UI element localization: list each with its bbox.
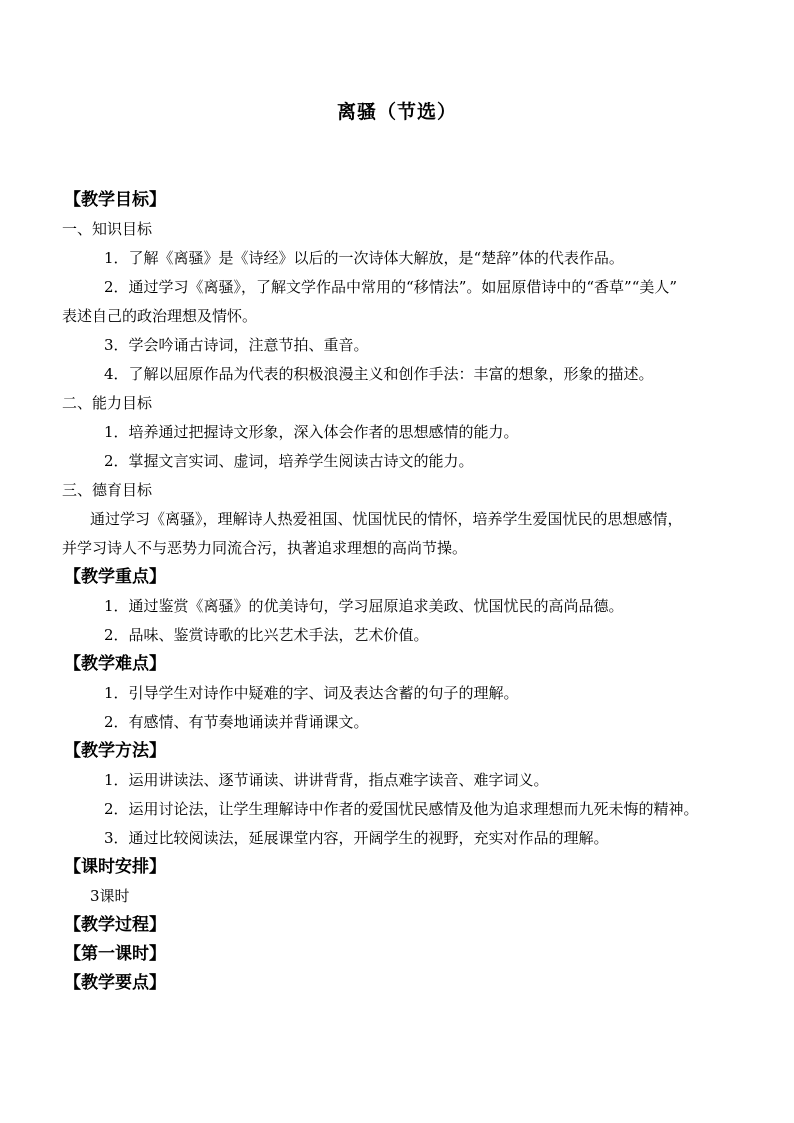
moral-goals-heading: 三、德育目标 <box>62 481 153 499</box>
key-point-item-2: 2．品味、鉴赏诗歌的比兴艺术手法，艺术价值。 <box>104 626 429 644</box>
section-heading-key-points: 【教学重点】 <box>64 567 166 587</box>
knowledge-goals-heading: 一、知识目标 <box>62 220 153 238</box>
knowledge-item-3: 3．学会吟诵古诗词，注意节拍、重音。 <box>104 336 369 354</box>
moral-paragraph-line-1: 通过学习《离骚》，理解诗人热爱祖国、忧国忧民的情怀，培养学生爱国忧民的思想感情， <box>90 510 683 528</box>
method-item-3: 3．通过比较阅读法，延展课堂内容，开阔学生的视野，充实对作品的理解。 <box>104 829 609 847</box>
section-heading-difficulties: 【教学难点】 <box>64 654 166 674</box>
document-title: 离骚（节选） <box>336 101 457 123</box>
knowledge-item-2-continued: 表述自己的政治理想及情怀。 <box>62 307 258 325</box>
knowledge-item-1: 1．了解《离骚》是《诗经》以后的一次诗体大解放，是“楚辞”体的代表作品。 <box>104 249 624 267</box>
section-heading-first-lesson: 【第一课时】 <box>64 944 166 964</box>
moral-paragraph-line-2: 并学习诗人不与恶势力同流合污，执著追求理想的高尚节操。 <box>62 539 468 557</box>
knowledge-item-4: 4．了解以屈原作品为代表的积极浪漫主义和创作手法：丰富的想象，形象的描述。 <box>104 365 654 383</box>
ability-item-2: 2．掌握文言实词、虚词，培养学生阅读古诗文的能力。 <box>104 452 474 470</box>
document-body <box>62 186 738 998</box>
section-heading-process: 【教学过程】 <box>64 915 166 935</box>
knowledge-item-2: 2．通过学习《离骚》，了解文学作品中常用的“移情法”。如屈原借诗中的“香草”“美人” <box>104 278 678 296</box>
section-heading-methods: 【教学方法】 <box>64 741 166 761</box>
method-item-2: 2．运用讨论法，让学生理解诗中作者的爱国忧民感情及他为追求理想而九死未悔的精神。 <box>104 800 699 818</box>
section-heading-schedule: 【课时安排】 <box>64 857 166 877</box>
ability-item-1: 1．培养通过把握诗文形象，深入体会作者的思想感情的能力。 <box>104 423 519 441</box>
section-heading-goals: 【教学目标】 <box>64 190 166 210</box>
key-point-item-1: 1．通过鉴赏《离骚》的优美诗句，学习屈原追求美政、忧国忧民的高尚品德。 <box>104 597 624 615</box>
difficulty-item-1: 1．引导学生对诗作中疑难的字、词及表达含蓄的句子的理解。 <box>104 684 519 702</box>
schedule-value: 3课时 <box>90 887 130 905</box>
ability-goals-heading: 二、能力目标 <box>62 394 153 412</box>
difficulty-item-2: 2．有感情、有节奏地诵读并背诵课文。 <box>104 713 369 731</box>
method-item-1: 1．运用讲读法、逐节诵读、讲讲背背，指点难字读音、难字词义。 <box>104 771 549 789</box>
section-heading-lesson-points: 【教学要点】 <box>64 973 166 993</box>
